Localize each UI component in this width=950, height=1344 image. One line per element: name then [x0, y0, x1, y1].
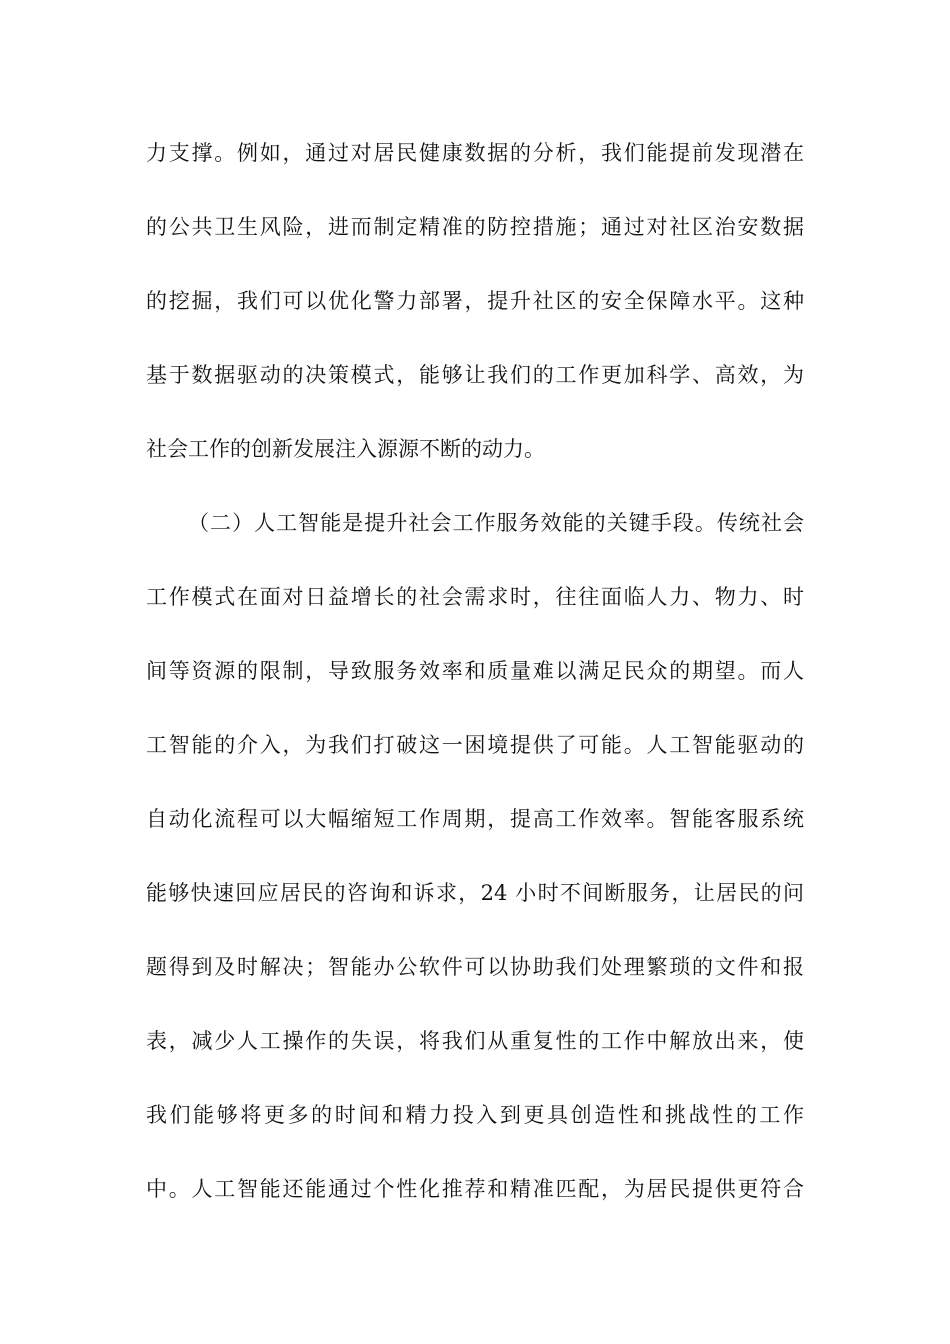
- text-line: 工智能的介入，为我们打破这一困境提供了可能。人工智能驱动的: [146, 733, 804, 757]
- text-line: 力支撑。例如，通过对居民健康数据的分析，我们能提前发现潜在: [146, 141, 804, 165]
- text-line: 工作模式在面对日益增长的社会需求时，往往面临人力、物力、时: [146, 585, 804, 609]
- text-line: 题得到及时解决；智能办公软件可以协助我们处理繁琐的文件和报: [146, 955, 804, 979]
- text-line: 的公共卫生风险，进而制定精准的防控措施；通过对社区治安数据: [146, 215, 804, 239]
- text-line: 基于数据驱动的决策模式，能够让我们的工作更加科学、高效，为: [146, 363, 804, 387]
- text-line: 能够快速回应居民的咨询和诉求，24 小时不间断服务，让居民的问: [146, 881, 804, 905]
- text-line: 自动化流程可以大幅缩短工作周期，提高工作效率。智能客服系统: [146, 807, 804, 831]
- body-text: [146, 116, 826, 1226]
- text-line: 中。人工智能还能通过个性化推荐和精准匹配，为居民提供更符合: [146, 1177, 804, 1201]
- text-line: 表，减少人工操作的失误，将我们从重复性的工作中解放出来，使: [146, 1029, 804, 1053]
- text-line: 社会工作的创新发展注入源源不断的动力。: [146, 437, 545, 461]
- text-line: 间等资源的限制，导致服务效率和质量难以满足民众的期望。而人: [146, 659, 804, 683]
- text-line: 我们能够将更多的时间和精力投入到更具创造性和挑战性的工作: [146, 1103, 804, 1127]
- paragraph-start-line: （二）人工智能是提升社会工作服务效能的关键手段。传统社会: [188, 511, 804, 535]
- text-line: 的挖掘，我们可以优化警力部署，提升社区的安全保障水平。这种: [146, 289, 804, 313]
